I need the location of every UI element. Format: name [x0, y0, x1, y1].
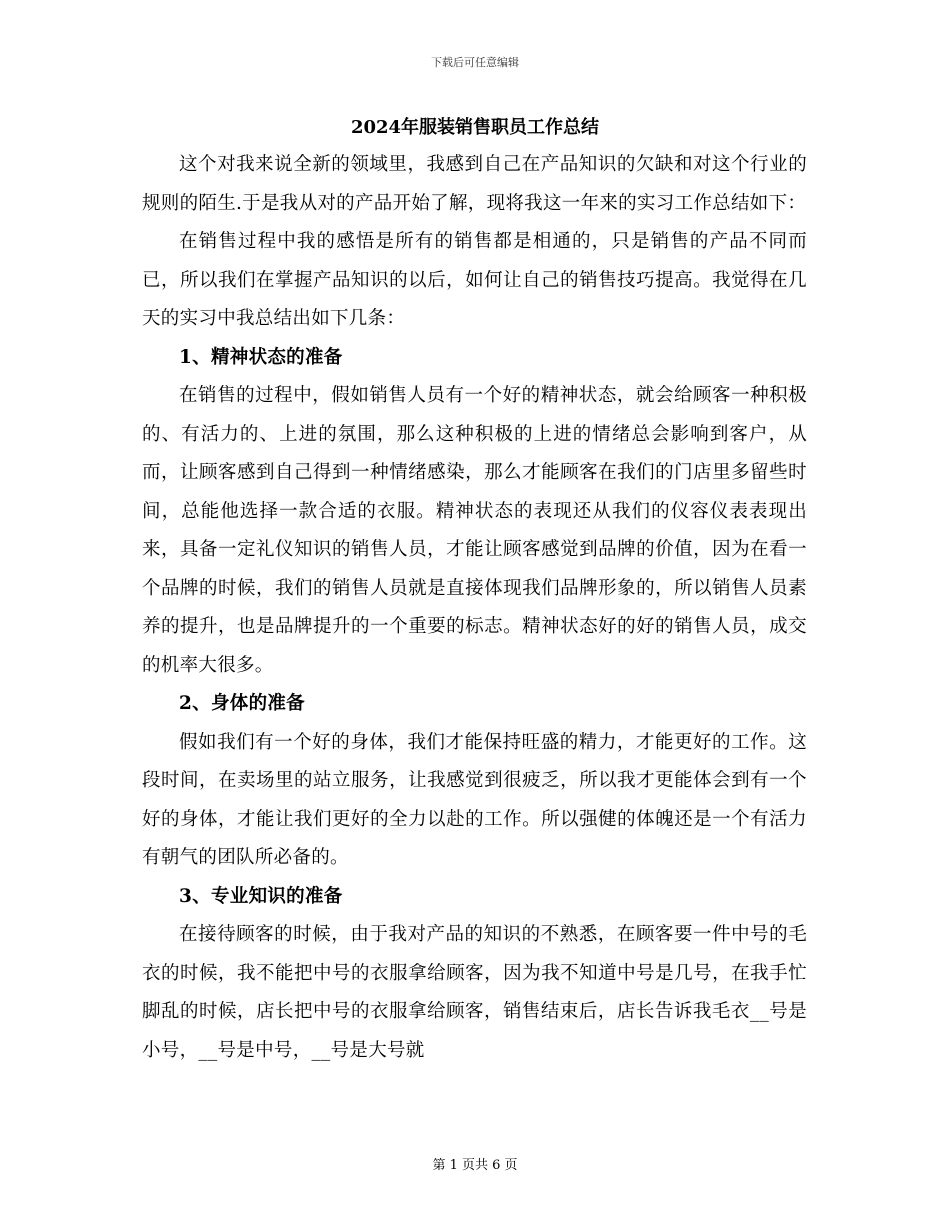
paragraph-professional-knowledge: 在接待顾客的时候，由于我对产品的知识的不熟悉，在顾客要一件中号的毛衣的时候，我不能把中号的衣服拿给顾客，因为我不知道中号是几号，在我手忙脚乱的时候，店长把中号的衣服拿给顾客，销售结束后，店长告诉我毛衣__号是小号，__号是中号，__号是大号就: [142, 924, 807, 1061]
document-title: 2024年服装销售职员工作总结: [350, 117, 600, 138]
paragraph-mental-state: 在销售的过程中，假如销售人员有一个好的精神状态，就会给顾客一种积极的、有活力的、上进的氛围，那么这种积极的上进的情绪总会影响到客户，从而，让顾客感到自己得到一种情绪感染，那么才能顾客在我们的门店里多留些时间，总能他选择一款合适的衣服。精神状态的表现还从我们的仪容仪表表现出来，具备一定礼仪知识的销售人员，才能让顾客感觉到品牌的价值，因为在看一个品牌的时候，我们的销售人员就是直接体现我们品牌形象的，所以销售人员素养的提升，也是品牌提升的一个重要的标志。精神状态好的好的销售人员，成交的机率大很多。: [142, 385, 807, 676]
section-heading-mental-state: 1、精神状态的准备: [179, 346, 343, 368]
paragraph-intro: 这个对我来说全新的领域里，我感到自己在产品知识的欠缺和对这个行业的规则的陌生.于是我从对的产品开始了解，现将我这一年来的实习工作总结如下：: [142, 154, 807, 214]
paragraph-physical: 假如我们有一个好的身体，我们才能保持旺盛的精力，才能更好的工作。这段时间，在卖场里的站立服务，让我感觉到很疲乏，所以我才更能体会到有一个好的身体，才能让我们更好的全力以赴的工作。所以强健的体魄还是一个有活力有朝气的团队所必备的。: [142, 731, 807, 868]
document-body: [142, 146, 807, 1070]
paragraph-sales-insight: 在销售过程中我的感悟是所有的销售都是相通的，只是销售的产品不同而已，所以我们在掌握产品知识的以后，如何让自己的销售技巧提高。我觉得在几天的实习中我总结出如下几条：: [142, 231, 807, 329]
section-heading-physical: 2、身体的准备: [179, 693, 305, 714]
section-heading-professional-knowledge: 3、专业知识的准备: [179, 885, 343, 907]
page-number-footer: 第 1 页共 6 页: [432, 1158, 518, 1173]
page-header-note: 下载后可任意编辑: [431, 56, 519, 69]
